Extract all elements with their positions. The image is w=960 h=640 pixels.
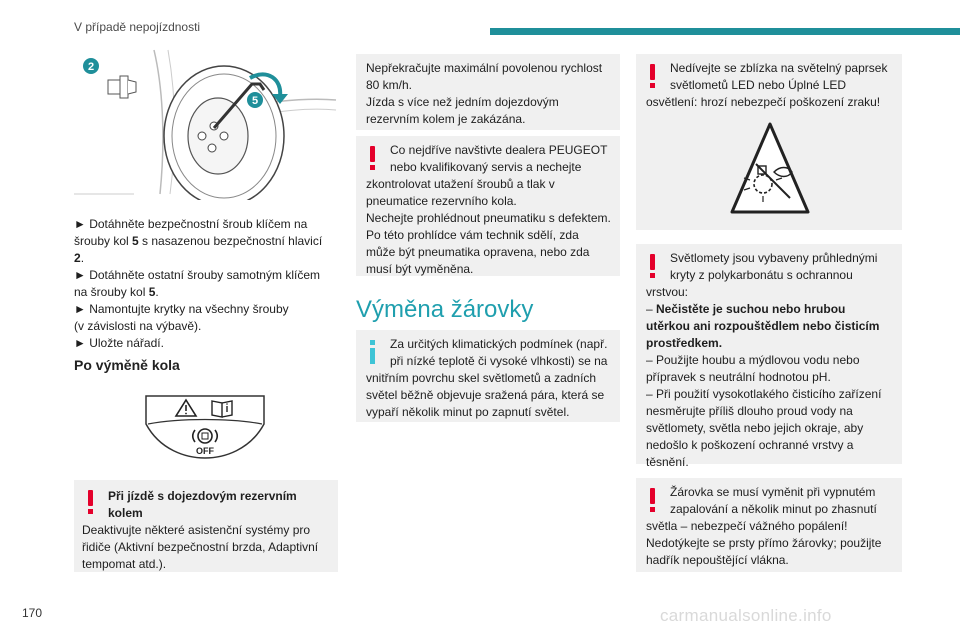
bulb-change-heading: Výměna žárovky bbox=[356, 296, 534, 323]
warning-exclamation-icon bbox=[650, 64, 655, 88]
info-icon bbox=[370, 340, 375, 364]
warning-exclamation-icon bbox=[88, 490, 93, 514]
right-box2-line-12: nedošlo k poškození ochranné vrstvy a bbox=[646, 438, 854, 452]
callout-2-label: 2 bbox=[87, 61, 95, 73]
box2-line-8: musí být vyměněna. bbox=[366, 262, 474, 276]
right-box1-line-2: světlometů LED nebo Úplné LED bbox=[670, 78, 847, 92]
right-box2-line-3: vrstvou: bbox=[646, 285, 689, 299]
right-box2-line-11: světlomety, světla nebo jejich okraje, aby bbox=[646, 421, 864, 435]
right-box2-line-2: kryty z polykarbonátu s ochrannou bbox=[670, 268, 853, 282]
step-1-line-3: 2. bbox=[74, 251, 85, 265]
box1-line-4: rezervním kolem je zakázána. bbox=[366, 112, 526, 126]
wheel-bolt-illustration bbox=[74, 44, 340, 200]
off-label: OFF bbox=[196, 446, 214, 456]
warning-exclamation-icon bbox=[650, 254, 655, 278]
warning-line-2: řidiče (Aktivní bezpečnostní brzda, Adaptivní bbox=[82, 540, 319, 554]
right-box1-line-3: osvětlení: hrozí nebezpečí poškození zraku! bbox=[646, 95, 881, 109]
right-box2-line-4: – Nečistěte je suchou nebo hrubou bbox=[646, 302, 846, 316]
box2-line-2: nebo kvalifikovaný servis a nechejte bbox=[390, 160, 582, 174]
info-line-5: vypaří několik minut po zapnutí světel. bbox=[366, 405, 570, 419]
right-box3-line-4: Nedotýkejte se prsty přímo žárovky; použijte bbox=[646, 536, 882, 550]
box2-line-6: Po této prohlídce vám technik sdělí, zda bbox=[366, 228, 579, 242]
dealer-warning-box bbox=[356, 136, 620, 276]
right-box2-line-1: Světlomety jsou vybaveny průhlednými bbox=[670, 251, 878, 265]
right-box1-line-1: Nedívejte se zblízka na světelný paprsek bbox=[670, 61, 888, 75]
callout-5-label: 5 bbox=[251, 95, 259, 107]
warning-exclamation-icon bbox=[370, 146, 375, 170]
step-1-line-1: ► Dotáhněte bezpečnostní šroub klíčem na bbox=[74, 217, 308, 231]
led-eye-warning-icon bbox=[730, 122, 810, 216]
info-line-3: vnitřním povrchu skel světlometů a zadních bbox=[366, 371, 597, 385]
step-2-line-1: ► Dotáhněte ostatní šrouby samotným klíčem bbox=[74, 268, 320, 282]
section-heading: Po výměně kola bbox=[74, 357, 180, 373]
info-line-2: při nízké teplotě či vysoké vlhkosti) se na bbox=[390, 354, 608, 368]
polycarbonate-warning-box bbox=[636, 244, 902, 469]
warning-title-1: Při jízdě s dojezdovým rezervním bbox=[108, 489, 297, 503]
right-box2-line-13: těsnění. bbox=[646, 455, 689, 469]
box2-line-7: může být pneumatika opravena, nebo zda bbox=[366, 245, 590, 259]
right-box3-line-2: zapalování a několik minut po zhasnutí bbox=[670, 502, 877, 516]
info-line-1: Za určitých klimatických podmínek (např. bbox=[390, 337, 608, 351]
right-box3-line-1: Žárovka se musí vyměnit při vypnutém bbox=[670, 485, 876, 499]
dashboard-panel-illustration bbox=[140, 392, 270, 462]
led-warning-box bbox=[636, 54, 902, 230]
page-number: 170 bbox=[22, 606, 43, 620]
bulb-hot-warning-box bbox=[636, 478, 902, 572]
steps-text bbox=[74, 216, 344, 352]
right-box2-line-9: – Při použití vysokotlakého čisticího zařízení bbox=[646, 387, 882, 401]
info-line-4: světel běžně objevuje sražená pára, která se bbox=[366, 388, 605, 402]
warning-exclamation-icon bbox=[650, 488, 655, 512]
step-3-line-1: ► Namontujte krytky na všechny šrouby bbox=[74, 302, 289, 316]
box2-line-4: pneumatice rezervního kola. bbox=[366, 194, 517, 208]
right-box2-line-8: přípravek s neutrální hodnotou pH. bbox=[646, 370, 831, 384]
warning-box-spare-wheel bbox=[74, 480, 338, 572]
right-box2-line-10: nesměrujte příliš dlouho proud vody na bbox=[646, 404, 853, 418]
right-box2-line-7: – Použijte houbu a mýdlovou vodu nebo bbox=[646, 353, 860, 367]
step-3-line-2: (v závislosti na výbavě). bbox=[74, 319, 202, 333]
header-title: V případě nepojízdnosti bbox=[74, 20, 201, 34]
right-box2-line-6: prostředkem. bbox=[646, 336, 723, 350]
box2-line-1: Co nejdříve navštivte dealera PEUGEOT bbox=[390, 143, 608, 157]
step-2-line-2: na šrouby kol 5. bbox=[74, 285, 159, 299]
warning-title-2: kolem bbox=[108, 506, 143, 520]
watermark: carmanualsonline.info bbox=[660, 606, 832, 625]
box2-line-3: zkontrolovat utažení šroubů a tlak v bbox=[366, 177, 555, 191]
speed-info-box bbox=[356, 54, 620, 130]
step-1-line-2: šrouby kol 5 s nasazenou bezpečnostní hlavicí bbox=[74, 234, 323, 248]
right-box3-line-5: hadřík nepouštějící vlákna. bbox=[646, 553, 789, 567]
step-4-line-1: ► Uložte nářadí. bbox=[74, 336, 164, 350]
box1-line-1: Nepřekračujte maximální povolenou rychlost bbox=[366, 61, 603, 75]
header-accent-bar bbox=[490, 28, 960, 35]
warning-line-3: tempomat atd.). bbox=[82, 557, 167, 571]
box1-line-2: 80 km/h. bbox=[366, 78, 413, 92]
right-box2-line-5: utěrkou ani rozpouštědlem nebo čisticím bbox=[646, 319, 880, 333]
right-box3-line-3: světla – nebezpečí vážného popálení! bbox=[646, 519, 848, 533]
box2-line-5: Nechejte prohlédnout pneumatiku s defektem. bbox=[366, 211, 611, 225]
warning-line-1: Deaktivujte některé asistenční systémy pro bbox=[82, 523, 311, 537]
box1-line-3: Jízda s více než jedním dojezdovým bbox=[366, 95, 559, 109]
condensation-info-box bbox=[356, 330, 620, 422]
